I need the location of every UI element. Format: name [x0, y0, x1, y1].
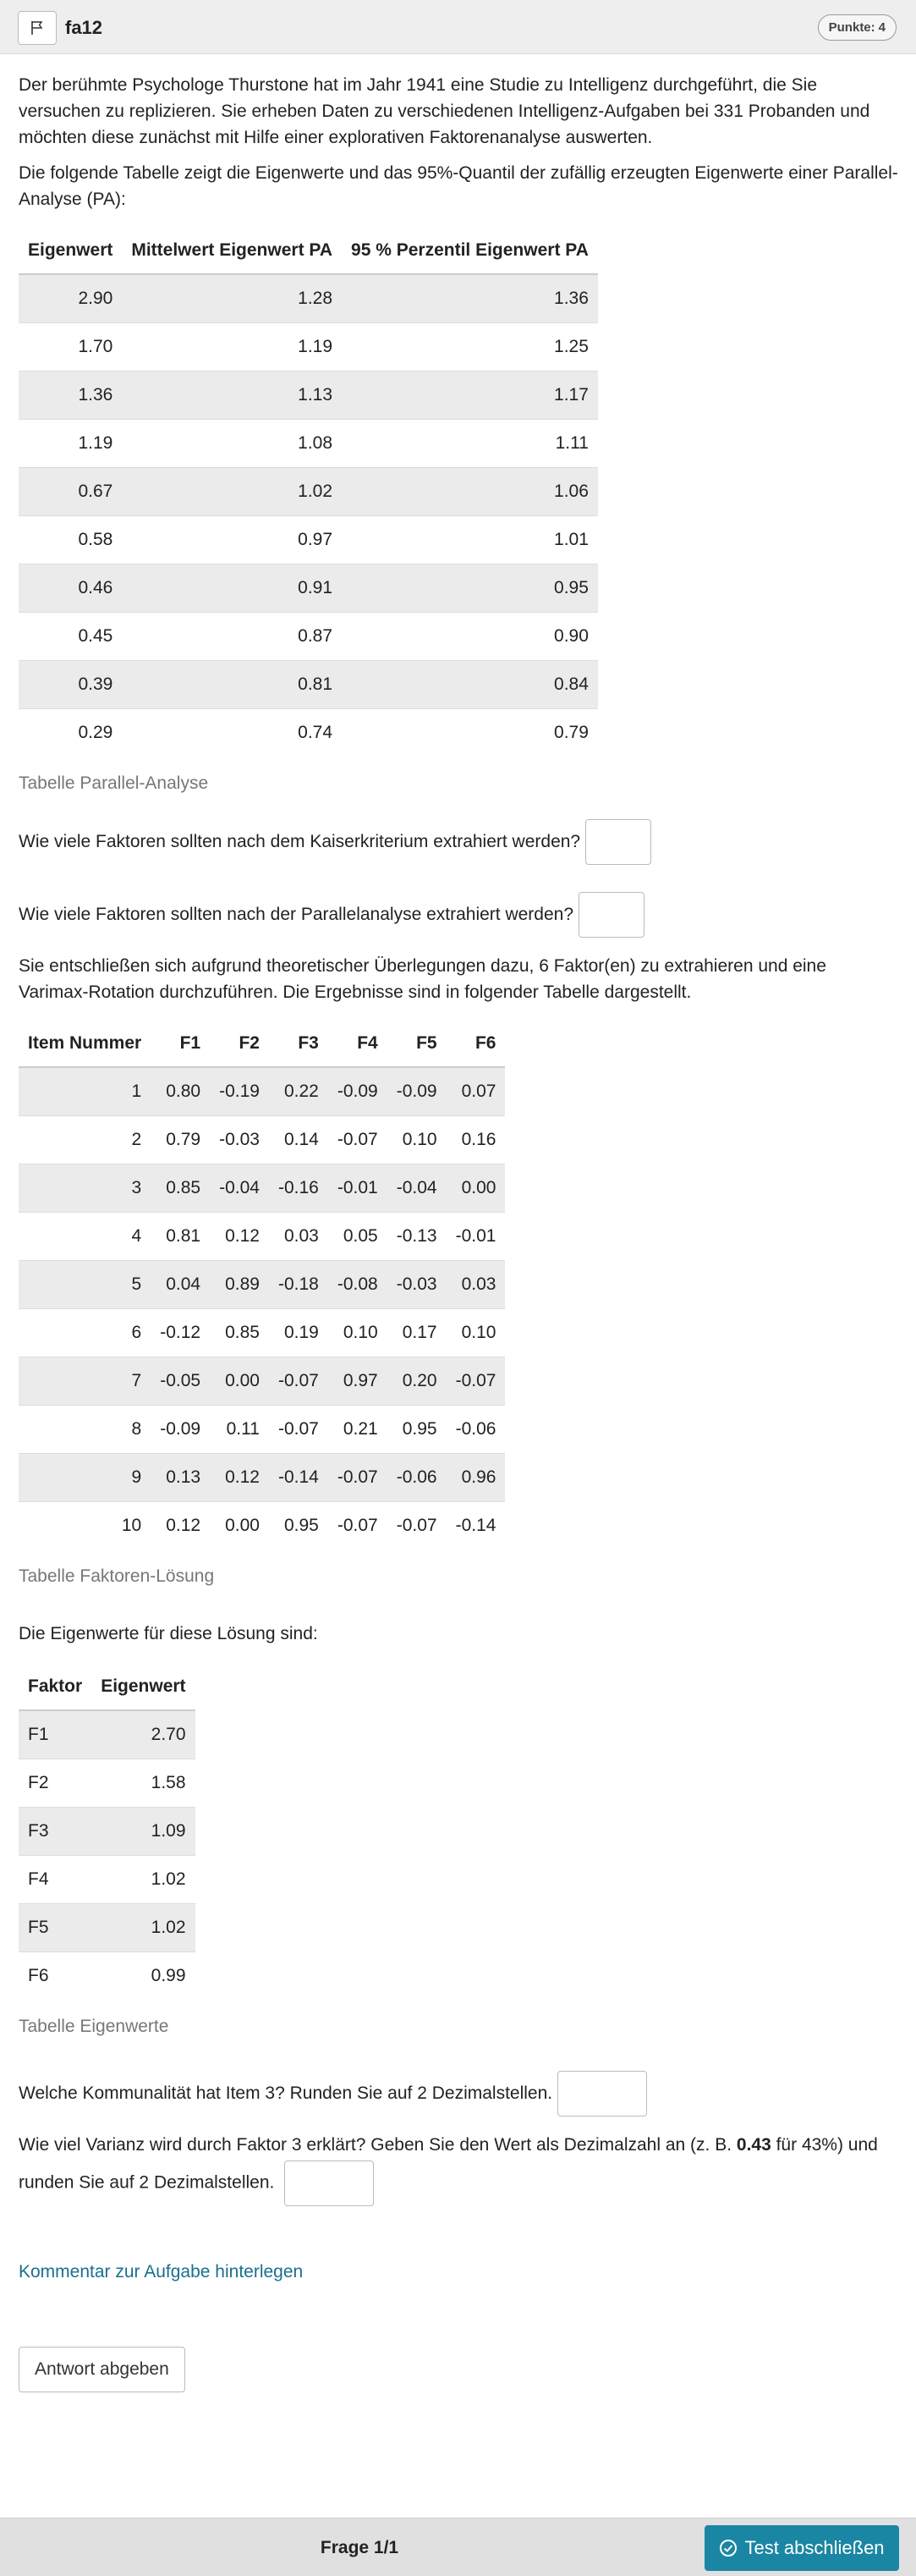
table-cell: F2	[19, 1759, 91, 1807]
table-row	[19, 1903, 195, 1951]
table-cell: 1.11	[342, 419, 598, 467]
table-cell: 0.97	[122, 515, 342, 564]
question-counter: Frage 1/1	[320, 2538, 399, 2557]
table-cell: -0.07	[447, 1357, 506, 1405]
header-bar	[0, 0, 916, 54]
points-label: Punkte:	[828, 20, 875, 35]
parallel-answer-input[interactable]	[579, 892, 644, 938]
table-cell: -0.04	[210, 1164, 269, 1212]
finish-label: Test abschließen	[744, 2537, 885, 2558]
intro-paragraph: Der berühmte Psychologe Thurstone hat im Jahr 1941 eine Studie zu Intelligenz durchgeführt, die Sie versuchen zu replizieren. Sie erheben Daten zu verschiedenen Intelligenz-Aufgaben bei 331 Probanden und möchten diese zunächst mit Hilfe einer explorativen Faktorenanalyse auswerten.	[19, 75, 870, 147]
table-cell: 10	[19, 1501, 151, 1549]
table-row	[19, 1453, 505, 1501]
table-cell: -0.07	[328, 1501, 387, 1549]
question-communality	[19, 2071, 898, 2116]
table-cell: -0.19	[210, 1067, 269, 1115]
table-cell: 1.02	[122, 467, 342, 515]
page-title: fa12	[65, 17, 103, 38]
table-row	[19, 1115, 505, 1164]
table-cell: 0.95	[269, 1501, 328, 1549]
table-cell: F1	[19, 1710, 91, 1759]
table-cell: 1.02	[91, 1903, 195, 1951]
question-parallel	[19, 892, 898, 938]
table-cell: 0.00	[210, 1501, 269, 1549]
table-row	[19, 1308, 505, 1357]
column-header: Eigenwert	[19, 227, 122, 274]
table-header-row	[19, 1663, 195, 1710]
table-row	[19, 1951, 195, 2000]
table-cell: 0.20	[387, 1357, 447, 1405]
table-cell: 0.12	[210, 1212, 269, 1260]
table-cell: 1.28	[122, 274, 342, 322]
table-cell: 2	[19, 1115, 151, 1164]
question-text: für 43%) und runden Sie auf 2 Dezimalstellen.	[19, 2135, 878, 2193]
table-cell: 1.09	[91, 1807, 195, 1855]
table-row	[19, 564, 598, 612]
question-text: Welche Kommunalität hat Item 3? Runden Sie auf 2 Dezimalstellen.	[19, 2083, 553, 2103]
decision-paragraph: Sie entschließen sich aufgrund theoretischer Überlegungen dazu, 6 Faktor(en) zu extrahieren und eine Varimax-Rotation durchzuführen. Die Ergebnisse sind in folgender Tabelle dargestellt.	[19, 956, 826, 1002]
column-header: F3	[269, 1020, 328, 1067]
table-cell: 0.03	[447, 1260, 506, 1308]
table-cell: -0.01	[328, 1164, 387, 1212]
table-caption: Tabelle Parallel-Analyse	[19, 773, 209, 793]
table-row	[19, 1807, 195, 1855]
table-cell: 0.12	[151, 1501, 210, 1549]
column-header: Mittelwert Eigenwert PA	[122, 227, 342, 274]
finish-test-button[interactable]	[705, 2525, 899, 2571]
table-row	[19, 612, 598, 660]
table-cell: 0.79	[342, 708, 598, 757]
table-cell: 0.96	[447, 1453, 506, 1501]
table-cell: 0.97	[328, 1357, 387, 1405]
table-cell: 0.81	[122, 660, 342, 708]
column-header: Faktor	[19, 1663, 91, 1710]
table-cell: 1.70	[19, 322, 122, 371]
column-header: Item Nummer	[19, 1020, 151, 1067]
question-text: Wie viel Varianz wird durch Faktor 3 erklärt? Geben Sie den Wert als Dezimalzahl an (z. B.	[19, 2135, 737, 2155]
table-cell: -0.03	[210, 1115, 269, 1164]
factor-solution-table	[19, 1020, 505, 1549]
table-row	[19, 371, 598, 419]
table-cell: 0.85	[151, 1164, 210, 1212]
parallel-analysis-table	[19, 227, 598, 757]
table-cell: -0.06	[447, 1405, 506, 1453]
table-cell: -0.07	[269, 1357, 328, 1405]
table-cell: -0.04	[387, 1164, 447, 1212]
table-cell: 0.22	[269, 1067, 328, 1115]
table-row	[19, 660, 598, 708]
table-cell: 0.05	[328, 1212, 387, 1260]
table-header-row	[19, 1020, 505, 1067]
table-cell: -0.12	[151, 1308, 210, 1357]
column-header: F1	[151, 1020, 210, 1067]
table-cell: -0.09	[387, 1067, 447, 1115]
table-cell: F4	[19, 1855, 91, 1903]
table-cell: 1	[19, 1067, 151, 1115]
table-row	[19, 419, 598, 467]
table-cell: 0.46	[19, 564, 122, 612]
question-content	[19, 54, 898, 2392]
table-cell: 1.36	[19, 371, 122, 419]
column-header: F2	[210, 1020, 269, 1067]
example-value: 0.43	[736, 2135, 771, 2155]
table-cell: -0.13	[387, 1212, 447, 1260]
eigenvalue-table	[19, 1663, 195, 2000]
table-cell: 0.95	[387, 1405, 447, 1453]
table-cell: 0.84	[342, 660, 598, 708]
submit-answer-button[interactable]: Antwort abgeben	[19, 2347, 185, 2392]
table-cell: 0.58	[19, 515, 122, 564]
table-cell: 0.39	[19, 660, 122, 708]
table-cell: 0.03	[269, 1212, 328, 1260]
column-header: F5	[387, 1020, 447, 1067]
table-cell: 0.99	[91, 1951, 195, 2000]
table-cell: -0.01	[447, 1212, 506, 1260]
table-row	[19, 1164, 505, 1212]
table-cell: F6	[19, 1951, 91, 2000]
table-row	[19, 515, 598, 564]
table-cell: 1.25	[342, 322, 598, 371]
column-header: F4	[328, 1020, 387, 1067]
table-cell: 0.67	[19, 467, 122, 515]
table-cell: 0.81	[151, 1212, 210, 1260]
table-cell: 5	[19, 1260, 151, 1308]
table-cell: 2.70	[91, 1710, 195, 1759]
table-row	[19, 1501, 505, 1549]
table-cell: -0.18	[269, 1260, 328, 1308]
table-cell: 0.87	[122, 612, 342, 660]
question-text: Wie viele Faktoren sollten nach der Parallelanalyse extrahiert werden?	[19, 905, 574, 924]
table-cell: 0.13	[151, 1453, 210, 1501]
table-caption: Tabelle Eigenwerte	[19, 2017, 169, 2036]
table-row	[19, 1212, 505, 1260]
table-row	[19, 467, 598, 515]
table-row	[19, 1357, 505, 1405]
table-cell: 1.17	[342, 371, 598, 419]
question-text: Wie viele Faktoren sollten nach dem Kaiserkriterium extrahiert werden?	[19, 832, 581, 851]
table-cell: F3	[19, 1807, 91, 1855]
question-variance	[19, 2130, 898, 2206]
table-cell: 1.58	[91, 1759, 195, 1807]
table-cell: 0.10	[387, 1115, 447, 1164]
table-cell: 1.13	[122, 371, 342, 419]
table-cell: -0.14	[447, 1501, 506, 1549]
table-cell: 1.19	[122, 322, 342, 371]
variance-answer-input[interactable]	[284, 2160, 374, 2206]
table-cell: 1.01	[342, 515, 598, 564]
table-cell: 0.91	[122, 564, 342, 612]
footer-bar	[0, 2518, 916, 2576]
table-cell: 0.89	[210, 1260, 269, 1308]
flag-button[interactable]	[18, 11, 57, 45]
table-cell: 3	[19, 1164, 151, 1212]
table-row	[19, 274, 598, 322]
table-cell: 0.80	[151, 1067, 210, 1115]
table-caption: Tabelle Faktoren-Lösung	[19, 1566, 215, 1586]
table-cell: 0.00	[210, 1357, 269, 1405]
table-cell: -0.07	[328, 1453, 387, 1501]
table-cell: 0.10	[447, 1308, 506, 1357]
table-row	[19, 1855, 195, 1903]
points-value: 4	[878, 20, 886, 35]
table-cell: 1.08	[122, 419, 342, 467]
table-row	[19, 1405, 505, 1453]
table-cell: -0.07	[387, 1501, 447, 1549]
comment-link[interactable]: Kommentar zur Aufgabe hinterlegen	[19, 2262, 304, 2282]
table-cell: -0.05	[151, 1357, 210, 1405]
table-cell: 0.17	[387, 1308, 447, 1357]
table-cell: 0.45	[19, 612, 122, 660]
table-cell: -0.09	[151, 1405, 210, 1453]
table-cell: 4	[19, 1212, 151, 1260]
table-cell: 9	[19, 1453, 151, 1501]
table-row	[19, 1710, 195, 1759]
table-cell: F5	[19, 1903, 91, 1951]
table-cell: 0.07	[447, 1067, 506, 1115]
pa-intro-paragraph: Die folgende Tabelle zeigt die Eigenwerte und das 95%-Quantil der zufällig erzeugten Eigenwerte einer Parallel-Analyse (PA):	[19, 163, 898, 209]
column-header: Eigenwert	[91, 1663, 195, 1710]
table-cell: 7	[19, 1357, 151, 1405]
table-cell: 0.16	[447, 1115, 506, 1164]
table-row	[19, 1067, 505, 1115]
table-header-row	[19, 227, 598, 274]
table-cell: 1.02	[91, 1855, 195, 1903]
table-row	[19, 322, 598, 371]
table-cell: 2.90	[19, 274, 122, 322]
table-cell: -0.16	[269, 1164, 328, 1212]
table-cell: -0.08	[328, 1260, 387, 1308]
table-cell: 1.06	[342, 467, 598, 515]
table-cell: 0.04	[151, 1260, 210, 1308]
table-cell: 0.85	[210, 1308, 269, 1357]
table-cell: 0.11	[210, 1405, 269, 1453]
communality-answer-input[interactable]	[557, 2071, 647, 2116]
column-header: 95 % Perzentil Eigenwert PA	[342, 227, 598, 274]
points-badge	[818, 14, 897, 41]
table-cell: 0.14	[269, 1115, 328, 1164]
table-cell: 8	[19, 1405, 151, 1453]
table-row	[19, 1260, 505, 1308]
table-row	[19, 1759, 195, 1807]
table-cell: -0.07	[269, 1405, 328, 1453]
table-cell: -0.03	[387, 1260, 447, 1308]
table-cell: 0.74	[122, 708, 342, 757]
table-cell: 6	[19, 1308, 151, 1357]
table-cell: 0.95	[342, 564, 598, 612]
question-kaiser	[19, 819, 898, 865]
kaiser-answer-input[interactable]	[585, 819, 651, 865]
table-cell: 0.10	[328, 1308, 387, 1357]
table-cell: 0.00	[447, 1164, 506, 1212]
table-cell: 1.36	[342, 274, 598, 322]
table-cell: 0.19	[269, 1308, 328, 1357]
table-cell: 0.90	[342, 612, 598, 660]
table-cell: 0.79	[151, 1115, 210, 1164]
table-cell: 0.21	[328, 1405, 387, 1453]
table-cell: -0.07	[328, 1115, 387, 1164]
eigen-intro-paragraph: Die Eigenwerte für diese Lösung sind:	[19, 1624, 318, 1643]
table-cell: 1.19	[19, 419, 122, 467]
table-cell: -0.06	[387, 1453, 447, 1501]
check-circle-icon	[719, 2539, 738, 2557]
column-header: F6	[447, 1020, 506, 1067]
flag-icon	[29, 19, 46, 36]
table-cell: 0.29	[19, 708, 122, 757]
table-cell: -0.14	[269, 1453, 328, 1501]
table-cell: 0.12	[210, 1453, 269, 1501]
table-cell: -0.09	[328, 1067, 387, 1115]
table-row	[19, 708, 598, 757]
